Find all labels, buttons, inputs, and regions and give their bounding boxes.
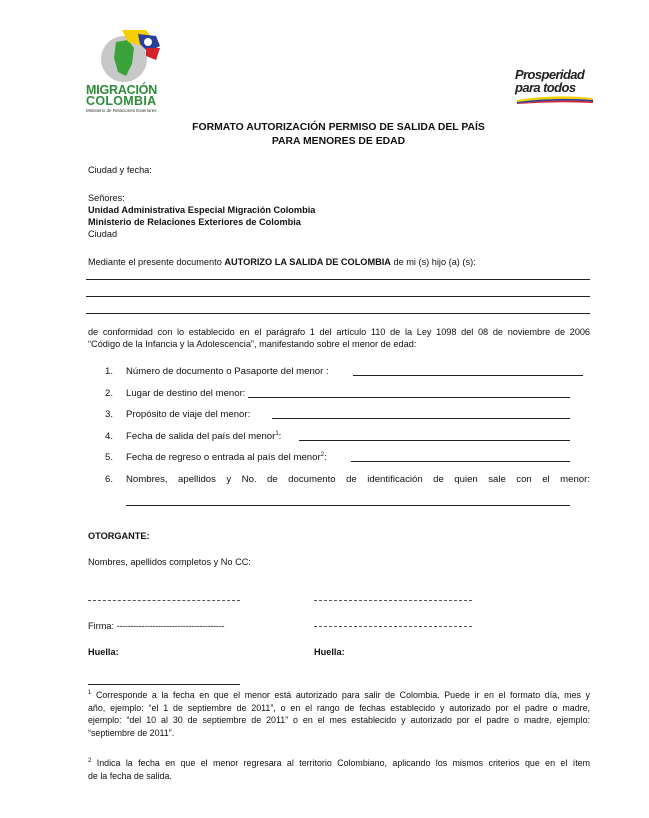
footnote-2 (88, 757, 590, 782)
huella-label-2: Huella: (314, 647, 345, 657)
child-name-line-1[interactable] (86, 279, 590, 280)
logo-emblem-icon (94, 24, 164, 86)
document-title (0, 121, 649, 149)
grantor-2-signature-field[interactable] (314, 626, 472, 627)
signature-row (88, 620, 224, 632)
footnote-separator (88, 684, 240, 685)
migracion-colombia-logo (86, 24, 176, 118)
item-4-label: Fecha de salida del país del menor (126, 431, 276, 442)
item-1-number: 1. (105, 366, 114, 377)
intro-post: de mi (s) hijo (a) (s): (390, 257, 476, 267)
intro-sentence (88, 256, 476, 268)
signature-label: Firma: (88, 621, 117, 631)
logo-subtitle: Ministerio de Relaciones Exteriores (86, 108, 157, 113)
child-name-line-2[interactable] (86, 296, 590, 297)
item-3-label: Propósito de viaje del menor: (126, 409, 251, 420)
slogan-line-2: para todos (515, 80, 576, 95)
title-line-1: FORMATO AUTORIZACIÓN PERMISO DE SALIDA DEL PAÍS (192, 122, 485, 133)
conformity-line-2: “Código de la Infancia y la Adolescencia”, manifestando sobre el menor de edad: (88, 339, 417, 349)
footnote-1-number: 1 (88, 690, 92, 697)
huella-label-1: Huella: (88, 647, 119, 657)
grantor-2-name-field[interactable] (314, 600, 472, 601)
address-line-1: Unidad Administrativa Especial Migración Colombia (88, 205, 316, 215)
footnote-1 (88, 689, 590, 739)
address-line-2: Ministerio de Relaciones Exteriores de Colombia (88, 217, 301, 227)
city-date-label: Ciudad y fecha: (88, 165, 152, 175)
footnote-1-line-4: “septiembre de 2011”. (88, 727, 175, 738)
item-5 (105, 452, 327, 464)
item-2 (105, 388, 245, 400)
item-3-number: 3. (105, 409, 114, 420)
item-4-footnote-ref[interactable]: 1 (275, 430, 279, 437)
item-3 (105, 409, 250, 421)
grantor-1-name-field[interactable] (88, 600, 240, 601)
item-5-footnote-ref[interactable]: 2 (320, 451, 325, 458)
footnote-1-line-1: Corresponde a la fecha en que el menor está autorizado para salir de Colombia. Puede ir en el formato día, mes y (91, 690, 590, 700)
item-2-field[interactable] (248, 397, 570, 398)
intro-bold: AUTORIZO LA SALIDA DE COLOMBIA (224, 257, 391, 267)
item-4-tail: : (278, 431, 282, 442)
item-5-field[interactable] (351, 461, 570, 462)
item-1-label: Número de documento o Pasaporte del menor : (126, 366, 329, 377)
grantor-heading: OTORGANTE: (88, 531, 150, 541)
item-6-label: Nombres, apellidos y No. de documento de identificación de quien sale con el menor: (126, 474, 590, 485)
slogan-line-1: Prosperidad (515, 67, 585, 82)
conformity-paragraph (88, 326, 590, 350)
flag-swoosh-icon (515, 94, 595, 104)
footnote-2-number: 2 (88, 758, 92, 765)
item-6-number: 6. (105, 474, 114, 485)
item-5-label: Fecha de regreso o entrada al país del menor (126, 452, 321, 463)
item-4-field[interactable] (299, 440, 570, 441)
intro-pre: Mediante el presente documento (88, 257, 225, 267)
signature-field[interactable]: --------------------------------------- (116, 621, 225, 631)
item-6-field[interactable] (126, 505, 570, 506)
item-5-tail: : (324, 452, 327, 463)
address-line-3: Ciudad (88, 229, 118, 239)
footnote-1-line-2: año, ejemplo: “el 1 de septiembre de 2011”, o en el rango de fechas establecido y autorizado por el padre o madre, (88, 702, 590, 713)
item-6 (105, 474, 590, 486)
logo-name: MIGRACIÓN (86, 83, 158, 97)
grantor-names-label: Nombres, apellidos completos y No CC: (88, 557, 251, 567)
item-1-field[interactable] (353, 375, 583, 376)
title-line-2: PARA MENORES DE EDAD (271, 136, 406, 147)
child-name-line-3[interactable] (86, 313, 590, 314)
item-4 (105, 431, 281, 443)
logo-name-2: COLOMBIA (86, 94, 157, 108)
item-2-number: 2. (105, 388, 114, 399)
item-5-number: 5. (105, 452, 114, 463)
footnote-1-line-3: ejemplo: “del 10 al 30 de septiembre de 2011” o en el mes establecido y autorizado por el padre o madre, ejemplo: (88, 715, 590, 726)
item-4-number: 4. (105, 431, 114, 442)
item-1 (105, 366, 329, 378)
footnote-2-line-1: Indica la fecha en que el menor regresara al territorio Colombiano, aplicando los mismos criterios que en el ítem (91, 758, 590, 768)
item-3-field[interactable] (272, 418, 570, 419)
salutation: Señores: (88, 193, 125, 203)
item-2-label: Lugar de destino del menor: (126, 388, 246, 399)
prosperidad-logo (515, 68, 595, 104)
conformity-line-1: de conformidad con lo establecido en el parágrafo 1 del artículo 110 de la Ley 1098 del 08 de noviembre de 2006 (88, 327, 590, 337)
footnote-2-line-2: de la fecha de salida. (88, 770, 172, 781)
